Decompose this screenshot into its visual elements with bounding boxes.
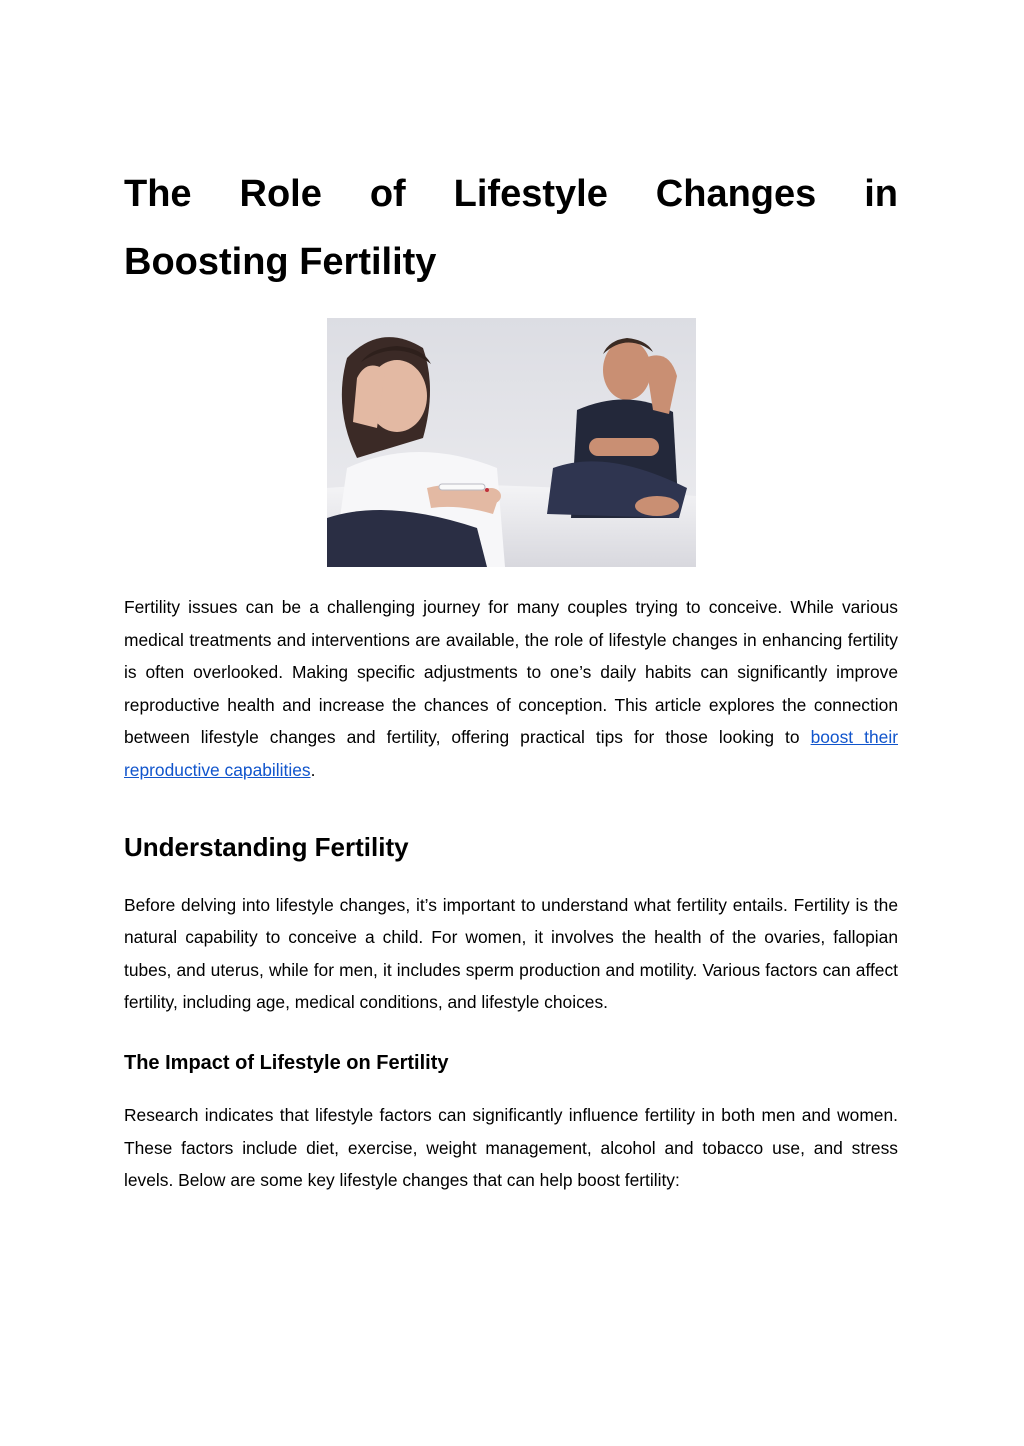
intro-text: Fertility issues can be a challenging journey for many couples trying to conceive. While various medical treatments and interventions are available, the role of lifestyle changes in enhancing fertility is often overlooked. Making specific adjustments to one’s daily habits can significantly improve reproductive health and increase the chances of conception. This article explores the connection between lifestyle changes and fertility, offering practical tips for those looking to xyxy=(124,597,898,748)
reproductive-capabilities-link[interactable]: boost their reproductive capabilities xyxy=(124,727,898,780)
title-line-1: The Role of Lifestyle Changes in xyxy=(124,173,898,215)
section-heading-understanding-fertility: Understanding Fertility xyxy=(124,831,409,862)
section-heading-impact-of-lifestyle: The Impact of Lifestyle on Fertility xyxy=(124,1051,449,1074)
couple-photo xyxy=(327,318,696,567)
document-content xyxy=(124,160,898,1197)
impact-of-lifestyle-paragraph: Research indicates that lifestyle factors can significantly influence fertility in both men and women. These factors include diet, exercise, weight management, alcohol and tobacco use, and stress levels. Below are some key lifestyle changes that can help boost fertility: xyxy=(124,1104,898,1191)
intro-paragraph xyxy=(124,591,898,787)
intro-text-end: . xyxy=(310,759,316,780)
couple-photo-illustration xyxy=(327,318,696,567)
title-line-2: Boosting Fertility xyxy=(124,241,437,283)
page-title xyxy=(124,160,898,296)
understanding-fertility-paragraph: Before delving into lifestyle changes, it’s important to understand what fertility entails. Fertility is the natural capability to conceive a child. For women, it involves the health of the ovaries, fallopian tubes, and uterus, while for men, it includes sperm production and motility. Various factors can affect fertility, including age, medical conditions, and lifestyle choices. xyxy=(124,894,898,1013)
